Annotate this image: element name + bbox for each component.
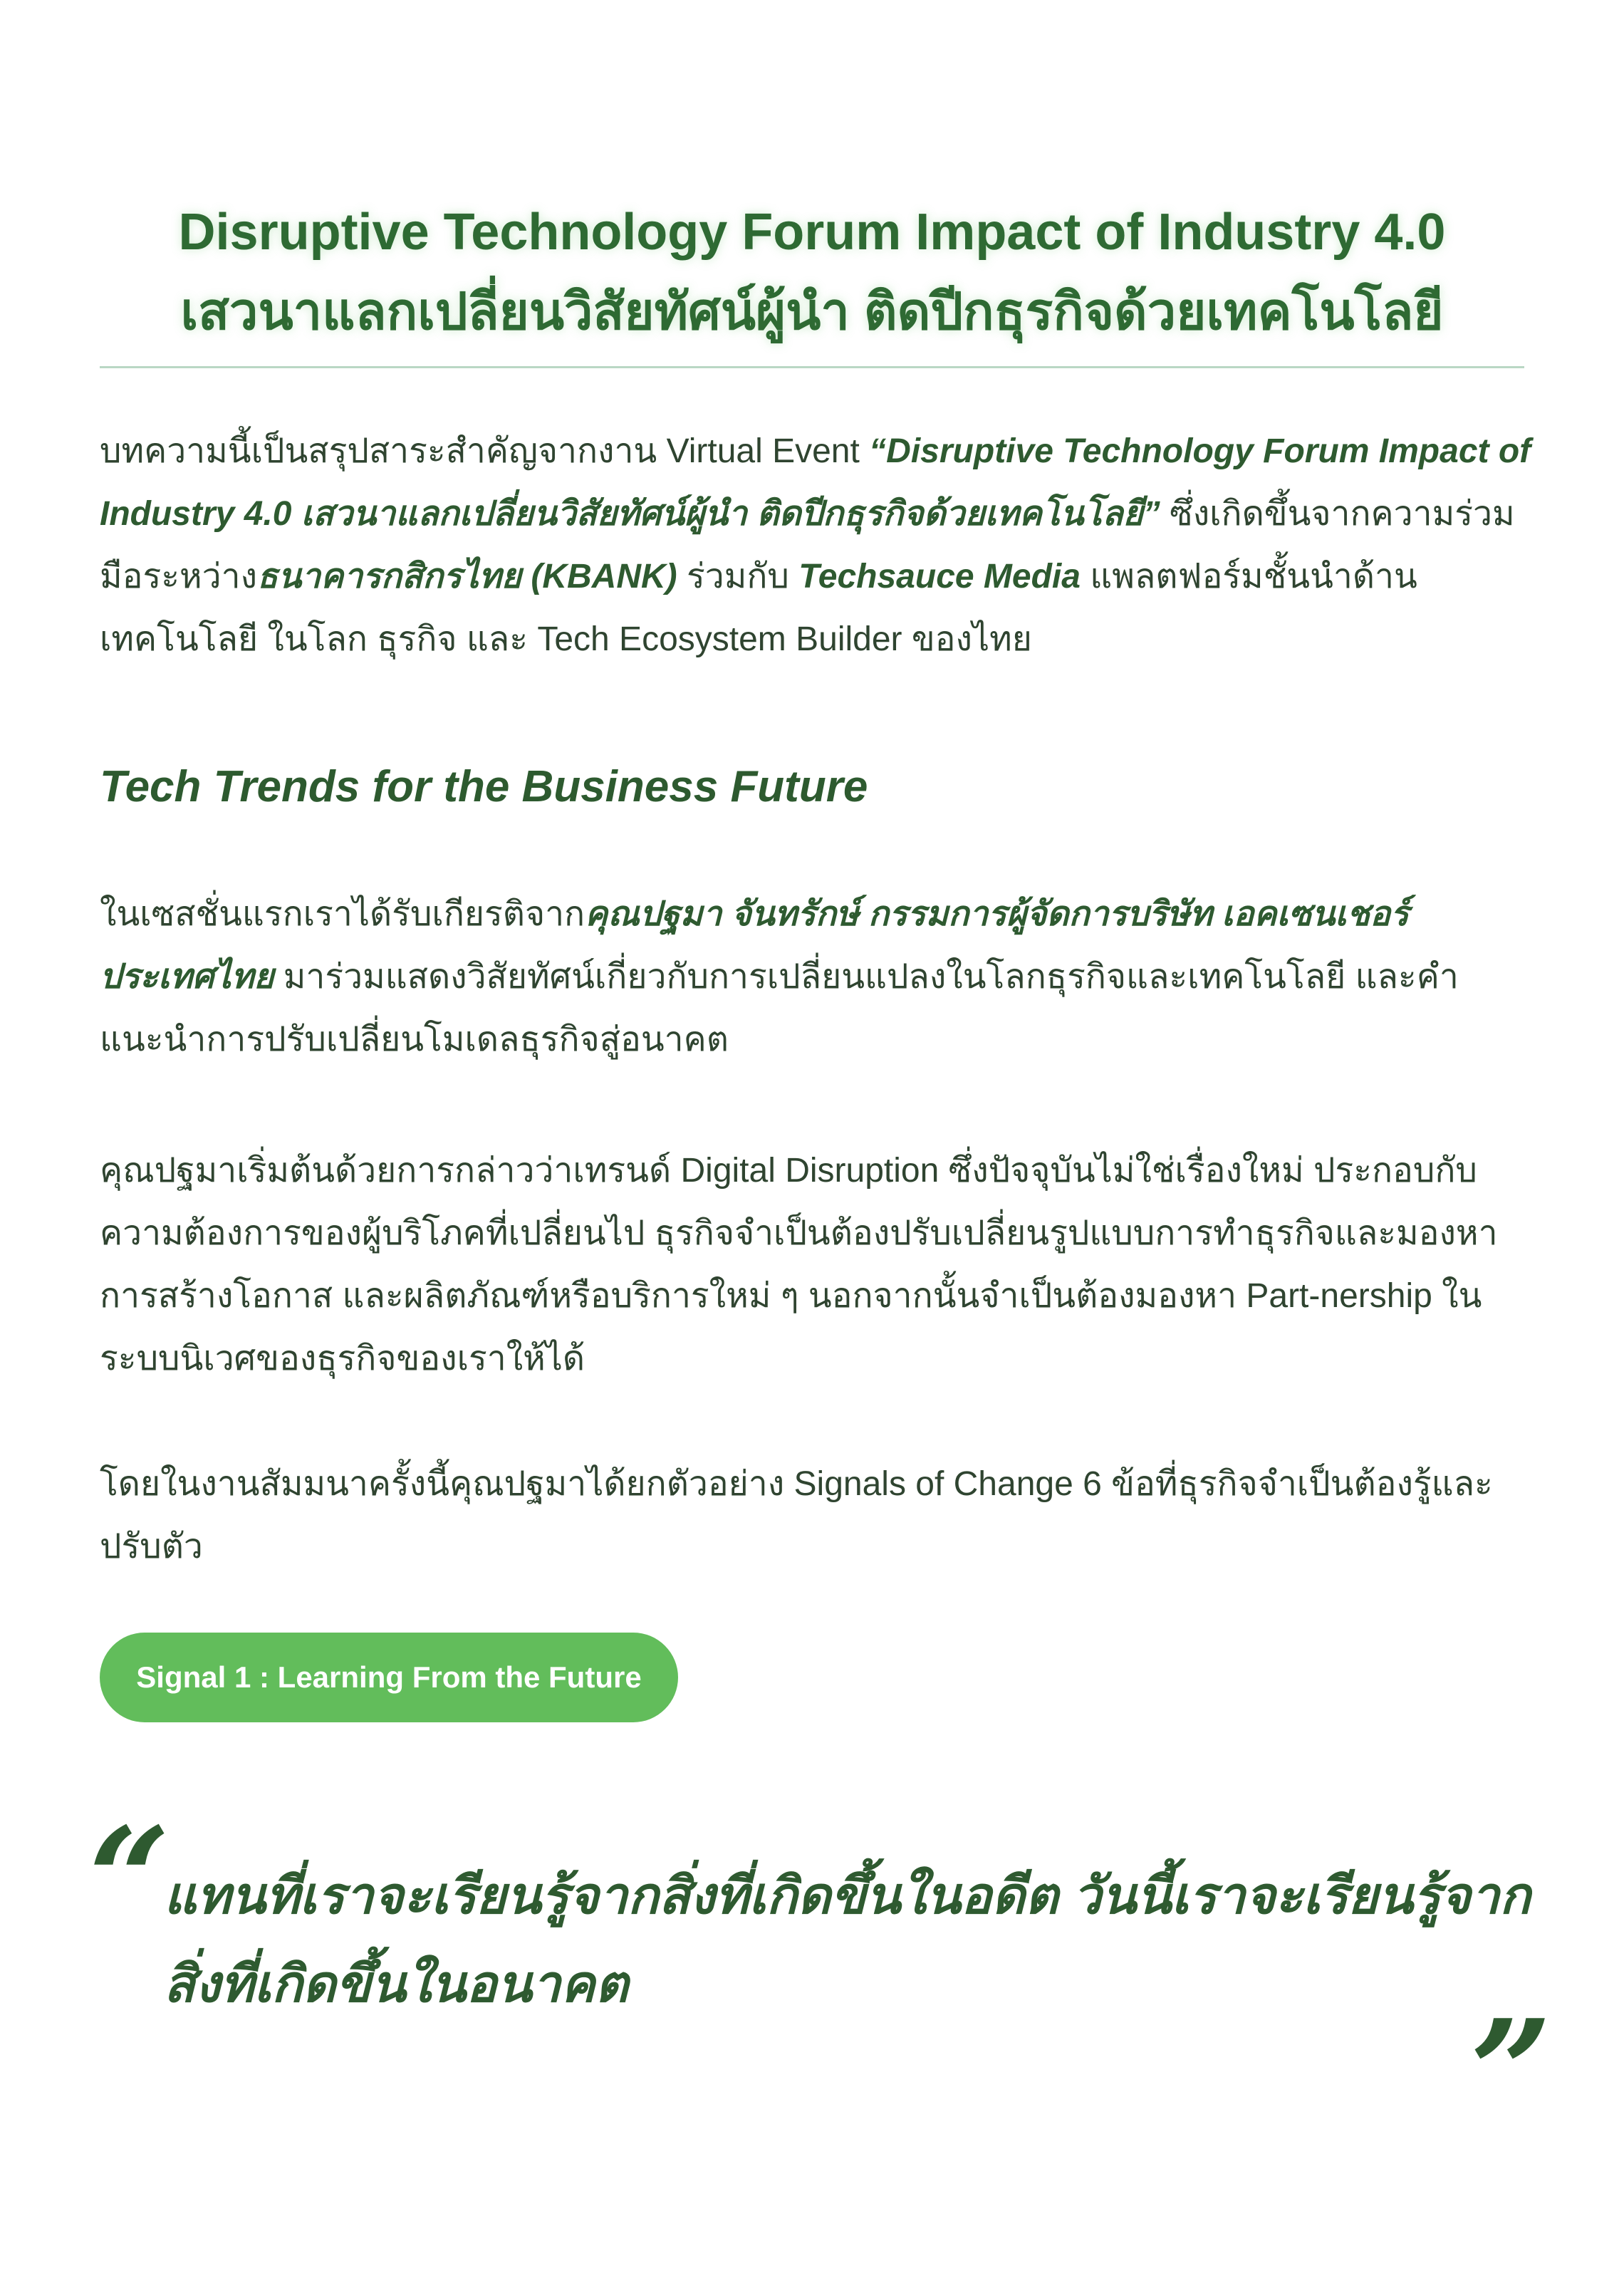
section-heading: Tech Trends for the Business Future	[100, 762, 868, 811]
title-divider	[100, 366, 1524, 368]
article-title	[100, 192, 1524, 352]
intro-text-4: แพลตฟอร์มชั้นนำด้านเทคโนโลยี ในโลก ธุรกิจ และ Tech Ecosystem Builder ของไทย	[100, 558, 1417, 658]
disruption-paragraph: คุณปฐมาเริ่มต้นด้วยการกล่าวว่าเทรนด์ Digital Disruption ซึ่งปัจจุบันไม่ใช่เรื่องใหม่ ประกอบกับความต้องการของผู้บริโภคที่เปลี่ยนไป ธุรกิจจำเป็นต้องปรับเปลี่ยนรูปแบบการทำธุรกิจและมองหาการสร้างโอกาส และผลิตภัณฑ์หรือบริการใหม่ ๆ นอกจากนั้นจำเป็นต้องมองหา Part-nership ในระบบนิเวศของธุรกิจของเราให้ได้	[100, 1152, 1498, 1378]
intro-kbank: ธนาคารกสิกรไทย (KBANK)	[257, 558, 677, 595]
signal-1-badge: Signal 1 : Learning From the Future	[100, 1633, 678, 1722]
close-quote-mark: ”	[1470, 1989, 1553, 2156]
title-line-thai: เสวนาแลกเปลี่ยนวิสัยทัศน์ผู้นำ ติดปีกธุรกิจด้วยเทคโนโลยี	[180, 283, 1444, 340]
intro-text-3: ร่วมกับ	[677, 558, 799, 595]
intro-paragraph	[100, 420, 1531, 671]
intro-text-2: ซึ่งเกิดขึ้นจากความร่วมมือระหว่าง	[100, 495, 1515, 595]
intro-event-name: “Disruptive Technology Forum Impact of Industry 4.0 เสวนาแลกเปลี่ยนวิสัยทัศน์ผู้นำ ติดปีกธุรกิจด้วยเทคโนโลยี”	[100, 432, 1531, 533]
open-quote-mark: “	[88, 1796, 171, 1964]
session-text-2: มาร่วมแสดงวิสัยทัศน์เกี่ยวกับการเปลี่ยนแปลงในโลกธุรกิจและเทคโนโลยี และคำแนะนำการปรับเปลี่ยนโมเดลธุรกิจสู่อนาคต	[100, 958, 1459, 1058]
pull-quote: แทนที่เราจะเรียนรู้จากสิ่งที่เกิดขึ้นในอดีต วันนี้เราจะเรียนรู้จากสิ่งที่เกิดขึ้นในอนาคต	[164, 1868, 1531, 2013]
signals-intro-paragraph: โดยในงานสัมมนาครั้งนี้คุณปฐมาได้ยกตัวอย่าง Signals of Change 6 ข้อที่ธุรกิจจำเป็นต้องรู้และปรับตัว	[100, 1465, 1493, 1566]
speaker-name: คุณปฐมา จันทรักษ์ กรรมการผู้จัดการบริษัท เอคเซนเชอร์ ประเทศไทย	[100, 895, 1409, 996]
intro-techsauce: Techsauce Media	[798, 558, 1081, 595]
session-paragraph	[100, 883, 1531, 1071]
title-line-english: Disruptive Technology Forum Impact of Industry 4.0	[178, 204, 1446, 261]
session-text-1: ในเซสชั่นแรกเราได้รับเกียรติจาก	[100, 895, 585, 933]
intro-text-1: บทความนี้เป็นสรุปสาระสำคัญจากงาน Virtual Event	[100, 432, 870, 470]
